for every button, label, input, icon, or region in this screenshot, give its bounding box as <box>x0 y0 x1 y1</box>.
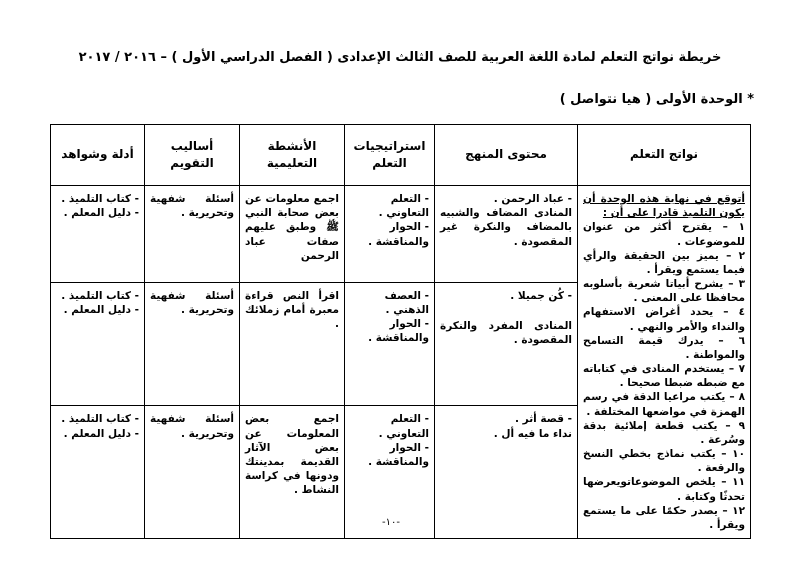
content-lesson: - عباد الرحمن . <box>493 193 572 205</box>
content-cell <box>435 406 578 539</box>
content-cell <box>435 282 578 406</box>
outcome-item: ١٢ – يصدر حكمًا على ما يستمع ويقرأ . <box>583 504 745 531</box>
learning-outcomes-table <box>50 124 751 539</box>
strategy-item: - التعلم التعاوني . <box>378 413 429 440</box>
activities-cell <box>240 282 345 406</box>
outcomes-cell <box>578 186 751 539</box>
table-row <box>51 186 751 283</box>
strategy-item: - الحوار والمناقشة . <box>368 318 429 345</box>
outcome-item: ٢ – يميز بين الحقيقة والرأي فيما يستمع ويقرأ . <box>583 249 745 276</box>
table-header-row <box>51 125 751 186</box>
evidence-item: - دليل المعلم . <box>63 427 139 440</box>
activities-cell <box>240 186 345 283</box>
content-lesson: - قصة أثر . <box>515 413 572 426</box>
activity-text: اقرأ النص قراءة معبرة أمام زملائك . <box>245 289 339 331</box>
evidence-item: - دليل المعلم . <box>63 207 139 220</box>
assessment-text: أسئلة شفهية وتحريرية . <box>150 289 234 316</box>
content-lesson: - كُن جميلا . <box>510 289 572 302</box>
evidence-cell <box>51 406 145 539</box>
strategy-item: - العصف الذهني . <box>384 289 429 316</box>
assessment-cell <box>145 186 240 283</box>
outcome-item: ٣ – يشرح أبياتا شعرية بأسلوبه محافظا على المعنى . <box>583 278 745 305</box>
page-title: خريطة نواتج التعلم لمادة اللغة العربية للصف الثالث الإعدادى ( الفصل الدراسي الأول ) – ٢٠١٦ / ٢٠١٧ <box>78 50 722 65</box>
content-grammar: نداء ما فيه أل . <box>493 427 572 440</box>
evidence-cell <box>51 186 145 283</box>
activity-text: اجمع معلومات عن بعض صحابة النبي ﷺ وطبق عليهم صفات عباد الرحمن <box>245 193 339 262</box>
assessment-cell <box>145 282 240 406</box>
outcome-item: ٧ – يستخدم المنادى في كتاباته مع ضبطه ضبطا صحيحا . <box>583 363 745 390</box>
activity-text: اجمع بعض المعلومات عن بعض الآثار القديمة بمدينتك ودونها في كراسة النشاط . <box>245 413 339 497</box>
outcome-item: ١٠ – يكتب نماذج بخطي النسخ والرقعة . <box>583 448 745 475</box>
header-content: محتوى المنهج <box>435 125 578 186</box>
strategy-item: - الحوار والمناقشة . <box>368 221 429 248</box>
outcome-item: ٩ – يكتب قطعة إملائية بدقة وسُرعة . <box>583 419 745 446</box>
content-cell <box>435 186 578 283</box>
assessment-text: أسئلة شفهية وتحريرية . <box>150 193 234 220</box>
evidence-cell <box>51 282 145 406</box>
evidence-item: - كتاب التلميذ . <box>61 289 139 302</box>
unit-heading: * الوحدة الأولى ( هيا نتواصل ) <box>559 92 754 107</box>
outcome-item: ١ – يقترح أكثر من عنوان للموضوعات . <box>583 221 745 248</box>
strategies-cell <box>345 186 435 283</box>
evidence-item: - كتاب التلميذ . <box>61 193 139 205</box>
assessment-text: أسئلة شفهية وتحريرية . <box>150 413 234 440</box>
outcome-item: ١١ – يلخص الموضوعاتويعرضها تحدثًا وكتابة . <box>583 476 745 503</box>
evidence-item: - كتاب التلميذ . <box>61 413 139 426</box>
assessment-cell <box>145 406 240 539</box>
outcome-item: ٤ – يحدد أغراض الاستفهام والنداء والأمر والنهي . <box>583 306 745 333</box>
strategy-item: - التعلم التعاوني . <box>378 193 429 220</box>
header-evidence: أدلة وشواهد <box>51 125 145 186</box>
content-grammar: المنادى المفرد والنكرة المقصودة . <box>440 319 572 347</box>
evidence-item: - دليل المعلم . <box>63 303 139 316</box>
header-activities: الأنشطة التعليمية <box>240 125 345 186</box>
outcome-item: ٦ – يدرك قيمة التسامح والمواطنة . <box>583 334 745 361</box>
outcome-item: ٨ – يكتب مراعيا الدقة في رسم الهمزة في مواضعها المختلفة . <box>583 391 745 418</box>
outcomes-intro: أتوقع في نهاية هذه الوحدة أن يكون التلميذ قادرا على أن : <box>583 193 745 220</box>
header-outcomes: نواتج التعلم <box>578 125 751 186</box>
strategy-item: - الحوار والمناقشة . <box>368 441 429 468</box>
strategies-cell <box>345 282 435 406</box>
header-assessment: أساليب التقويم <box>145 125 240 186</box>
content-grammar: المنادى المضاف والشبيه بالمضاف والنكرة غير المقصودة . <box>440 207 572 248</box>
header-strategies: استراتيجيات التعلم <box>345 125 435 186</box>
activities-cell <box>240 406 345 539</box>
page-number: -١٠- <box>382 517 400 528</box>
